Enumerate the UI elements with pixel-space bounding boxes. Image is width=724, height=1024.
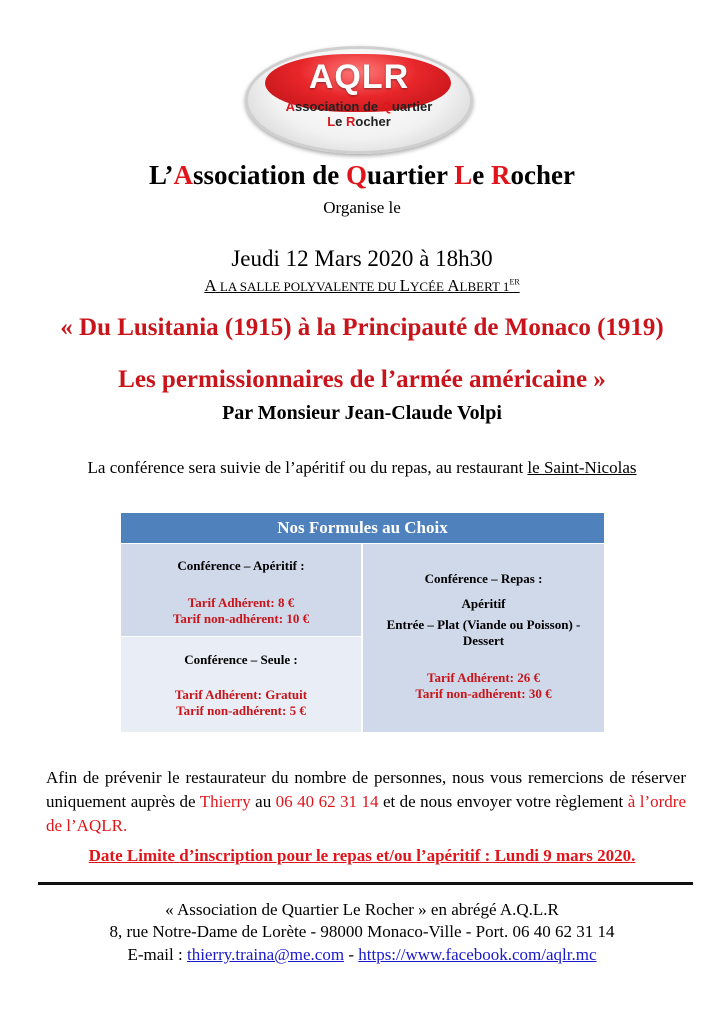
footer-divider xyxy=(38,882,693,885)
formule-repas-tarif-non: Tarif non-adhérent: 30 € xyxy=(415,686,552,701)
page-title: L’Association de Quartier Le Rocher xyxy=(148,160,575,190)
reservation-paragraph: Afin de prévenir le restaurateur du nombre de personnes, nous vous remercions de réserver uniquement auprès de Thierry au 06 40 62 31 14 et de nous envoyer votre règlement à l’ordre de l’AQLR. xyxy=(46,768,686,835)
formule-repas-menu-line1: Entrée – Plat (Viande ou Poisson) - xyxy=(386,617,581,632)
restaurant-link[interactable]: le Saint-Nicolas xyxy=(527,458,637,477)
formule-repas-menu-line2: Dessert xyxy=(462,633,505,648)
formule-seule-tarif-adherent: Tarif Adhérent: Gratuit xyxy=(174,687,308,702)
formule-seule xyxy=(121,637,361,732)
footer-contact: E-mail : thierry.traina@me.com - https://www.facebook.com/aqlr.mc xyxy=(127,945,597,964)
formule-aperitif-tarif-non: Tarif non-adhérent: 10 € xyxy=(172,611,310,626)
logo-acronym: AQLR xyxy=(308,58,410,96)
payment-order: à l’ordre de l’AQLR. xyxy=(46,792,686,835)
conference-title-line2: Les permissionnaires de l’armée américaine » xyxy=(118,366,606,393)
formule-aperitif-title: Conférence – Apéritif : xyxy=(177,558,305,573)
formule-seule-title: Conférence – Seule : xyxy=(184,652,298,667)
formule-repas xyxy=(363,544,604,732)
formule-seule-tarif-non: Tarif non-adhérent: 5 € xyxy=(176,703,306,718)
formule-repas-title: Conférence – Repas : xyxy=(424,571,543,586)
logo-line2: Le Rocher xyxy=(327,114,391,129)
aqlr-logo xyxy=(245,46,473,154)
logo-line1: Association de Quartier xyxy=(285,99,433,114)
facebook-link[interactable]: https://www.facebook.com/aqlr.mc xyxy=(358,945,597,964)
footer-line1: « Association de Quartier Le Rocher » en abrégé A.Q.L.R xyxy=(165,900,559,919)
organise-text: Organise le xyxy=(323,198,401,217)
speaker: Par Monsieur Jean-Claude Volpi xyxy=(222,402,502,424)
email-link[interactable]: thierry.traina@me.com xyxy=(186,945,345,964)
footer-address: 8, rue Notre-Dame de Lorète - 98000 Monaco-Ville - Port. 06 40 62 31 14 xyxy=(109,922,615,941)
conference-title-line1: « Du Lusitania (1915) à la Principauté de Monaco (1919) xyxy=(60,314,664,341)
followup-text: La conférence sera suivie de l’apéritif ou du repas, au restaurant le Saint-Nicolas xyxy=(87,458,637,477)
contact-phone: 06 40 62 31 14 xyxy=(275,792,379,811)
event-date: Jeudi 12 Mars 2020 à 18h30 xyxy=(231,246,493,271)
formule-aperitif-tarif-adherent: Tarif Adhérent: 8 € xyxy=(187,595,295,610)
formule-repas-tarif-adherent: Tarif Adhérent: 26 € xyxy=(426,670,541,685)
formule-repas-aperitif: Apéritif xyxy=(461,596,506,611)
formules-header: Nos Formules au Choix xyxy=(121,513,604,543)
event-location: A LA SALLE POLYVALENTE DU LYCÉE ALBERT 1ER xyxy=(204,276,520,295)
deadline: Date Limite d’inscription pour le repas et/ou l’apéritif : Lundi 9 mars 2020. xyxy=(88,846,636,865)
formule-aperitif xyxy=(121,544,361,636)
contact-name: Thierry xyxy=(199,792,251,811)
formules-table xyxy=(121,513,604,732)
